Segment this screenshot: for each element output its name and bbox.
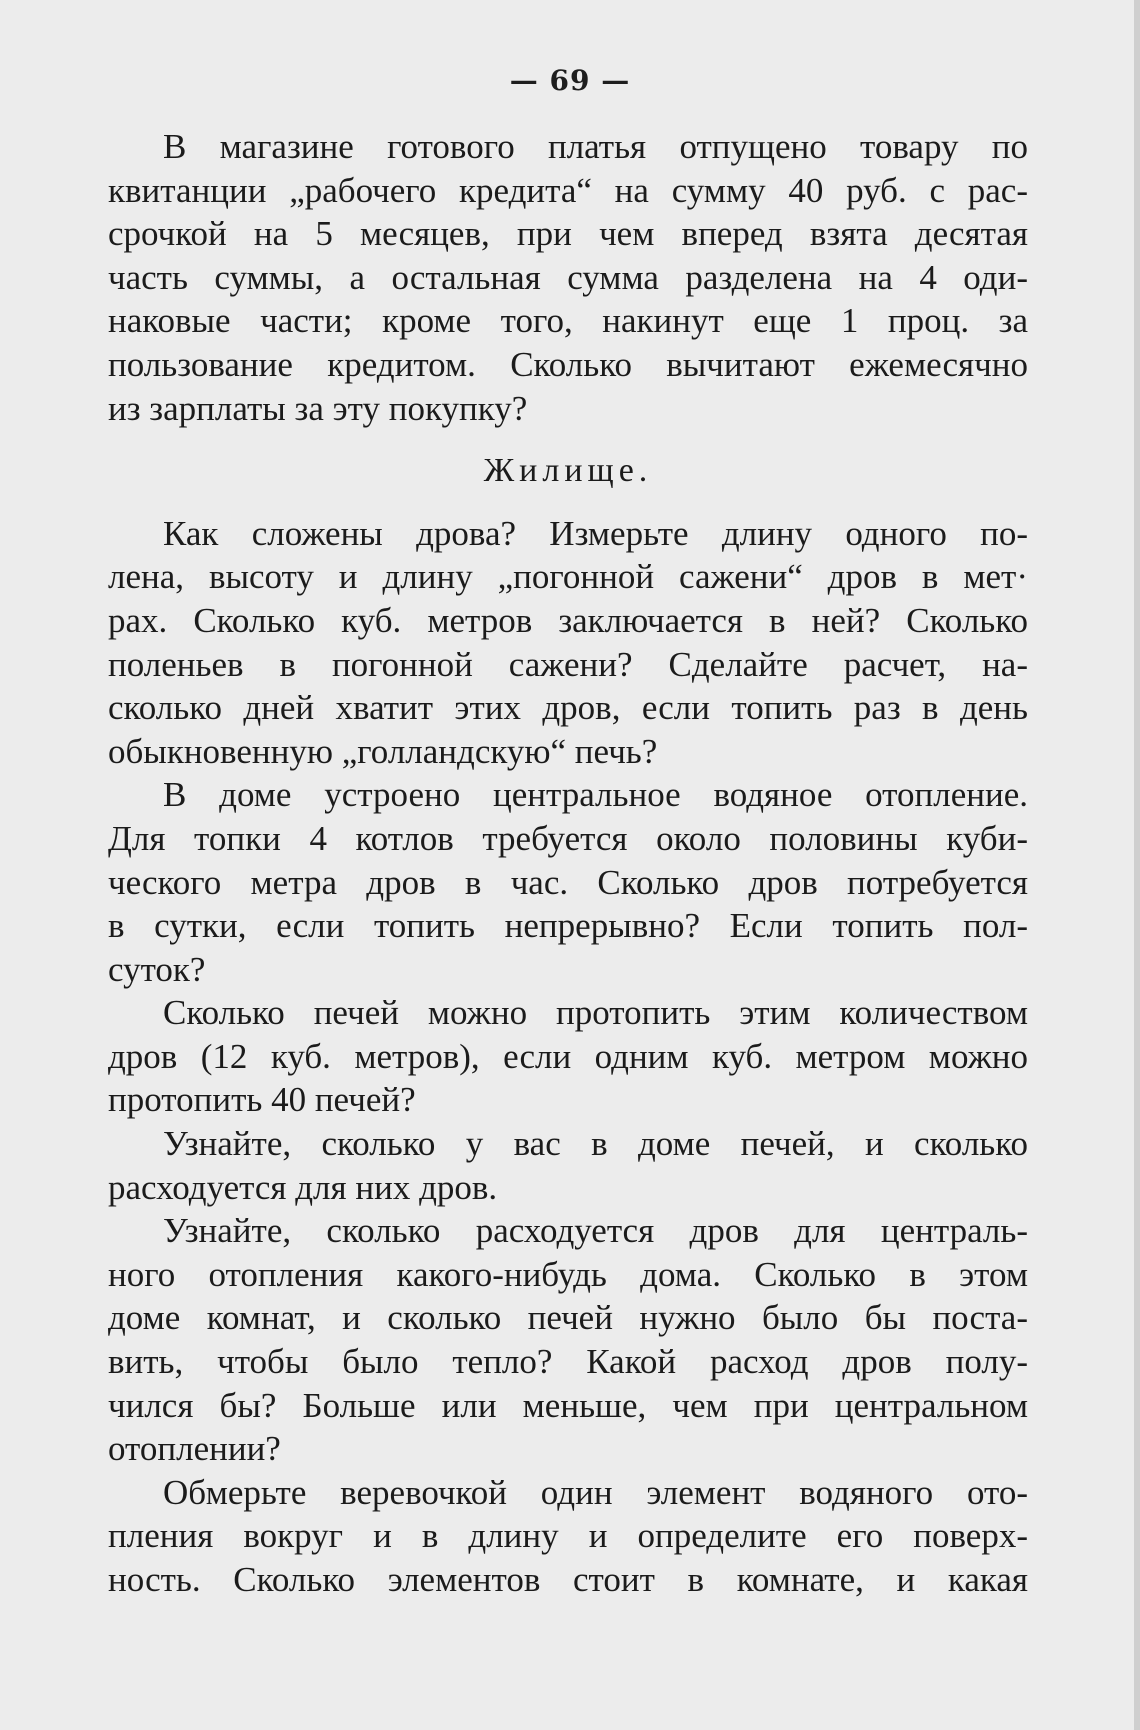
paragraph bbox=[108, 512, 1028, 774]
text-line: расходуется для них дров. bbox=[108, 1167, 498, 1207]
section-heading: Жилище. bbox=[483, 452, 653, 490]
text-line: сколько дней хватит этих дров, если топить раз в день bbox=[108, 688, 1028, 728]
text-line: доме комнат, и сколько печей нужно было бы поста- bbox=[108, 1298, 1028, 1338]
text-line: Как сложены дрова? Измерьте длину одного по- bbox=[163, 513, 1028, 553]
text-line: суток? bbox=[108, 949, 206, 989]
text-line: Узнайте, сколько расходуется дров для централь- bbox=[163, 1211, 1028, 1251]
paragraph bbox=[108, 991, 1028, 1122]
text-line: лена, высоту и длину „погонной сажени“ дров в мет· bbox=[108, 557, 1028, 597]
text-line: из зарплаты за эту покупку? bbox=[108, 388, 528, 428]
paragraph bbox=[108, 773, 1028, 991]
paragraphs-after-heading bbox=[108, 512, 1028, 1602]
page-body bbox=[108, 125, 1028, 1602]
text-line: поленьев в погонной сажени? Сделайте расчет, на- bbox=[108, 644, 1028, 684]
paragraphs-before-heading bbox=[108, 125, 1028, 430]
text-line: чился бы? Больше или меньше, чем при центральном bbox=[108, 1385, 1028, 1425]
text-line: срочкой на 5 месяцев, при чем вперед взята десятая bbox=[108, 214, 1028, 254]
text-line: Узнайте, сколько у вас в доме печей, и сколько bbox=[163, 1124, 1028, 1164]
text-line: ного отопления какого-нибудь дома. Сколько в этом bbox=[108, 1254, 1028, 1294]
paragraph bbox=[108, 1471, 1028, 1602]
text-line: ческого метра дров в час. Сколько дров потребуется bbox=[108, 862, 1028, 902]
text-line: пления вокруг и в длину и определите его поверх- bbox=[108, 1516, 1028, 1556]
text-line: Сколько печей можно протопить этим количеством bbox=[163, 993, 1028, 1033]
text-line: наковые части; кроме того, накинут еще 1 проц. за bbox=[108, 301, 1028, 341]
text-line: пользование кредитом. Сколько вычитают ежемесячно bbox=[108, 344, 1028, 384]
text-line: Обмерьте веревочкой один элемент водяного ото- bbox=[163, 1472, 1028, 1512]
text-line: Для топки 4 котлов требуется около половины куби- bbox=[108, 818, 1028, 858]
text-line: рах. Сколько куб. метров заключается в ней? Сколько bbox=[108, 600, 1028, 640]
text-line: В доме устроено центральное водяное отопление. bbox=[163, 775, 1028, 815]
text-line: часть суммы, а остальная сумма разделена на 4 оди- bbox=[108, 257, 1028, 297]
paragraph bbox=[108, 1209, 1028, 1471]
page-number: — 69 — bbox=[509, 64, 631, 97]
text-line: отоплении? bbox=[108, 1429, 281, 1469]
text-line: дров (12 куб. метров), если одним куб. метром можно bbox=[108, 1036, 1028, 1076]
text-line: вить, чтобы было тепло? Какой расход дров полу- bbox=[108, 1342, 1028, 1382]
text-line: обыкновенную „голландскую“ печь? bbox=[108, 731, 658, 771]
text-line: в сутки, если топить непрерывно? Если топить пол- bbox=[108, 906, 1028, 946]
text-line: В магазине готового платья отпущено товару по bbox=[163, 127, 1028, 166]
text-line: протопить 40 печей? bbox=[108, 1080, 416, 1120]
text-line: квитанции „рабочего кредита“ на сумму 40 руб. с рас- bbox=[108, 170, 1028, 210]
paragraph bbox=[108, 1122, 1028, 1209]
paragraph bbox=[108, 125, 1028, 430]
text-line: ность. Сколько элементов стоит в комнате, и какая bbox=[108, 1560, 1028, 1599]
